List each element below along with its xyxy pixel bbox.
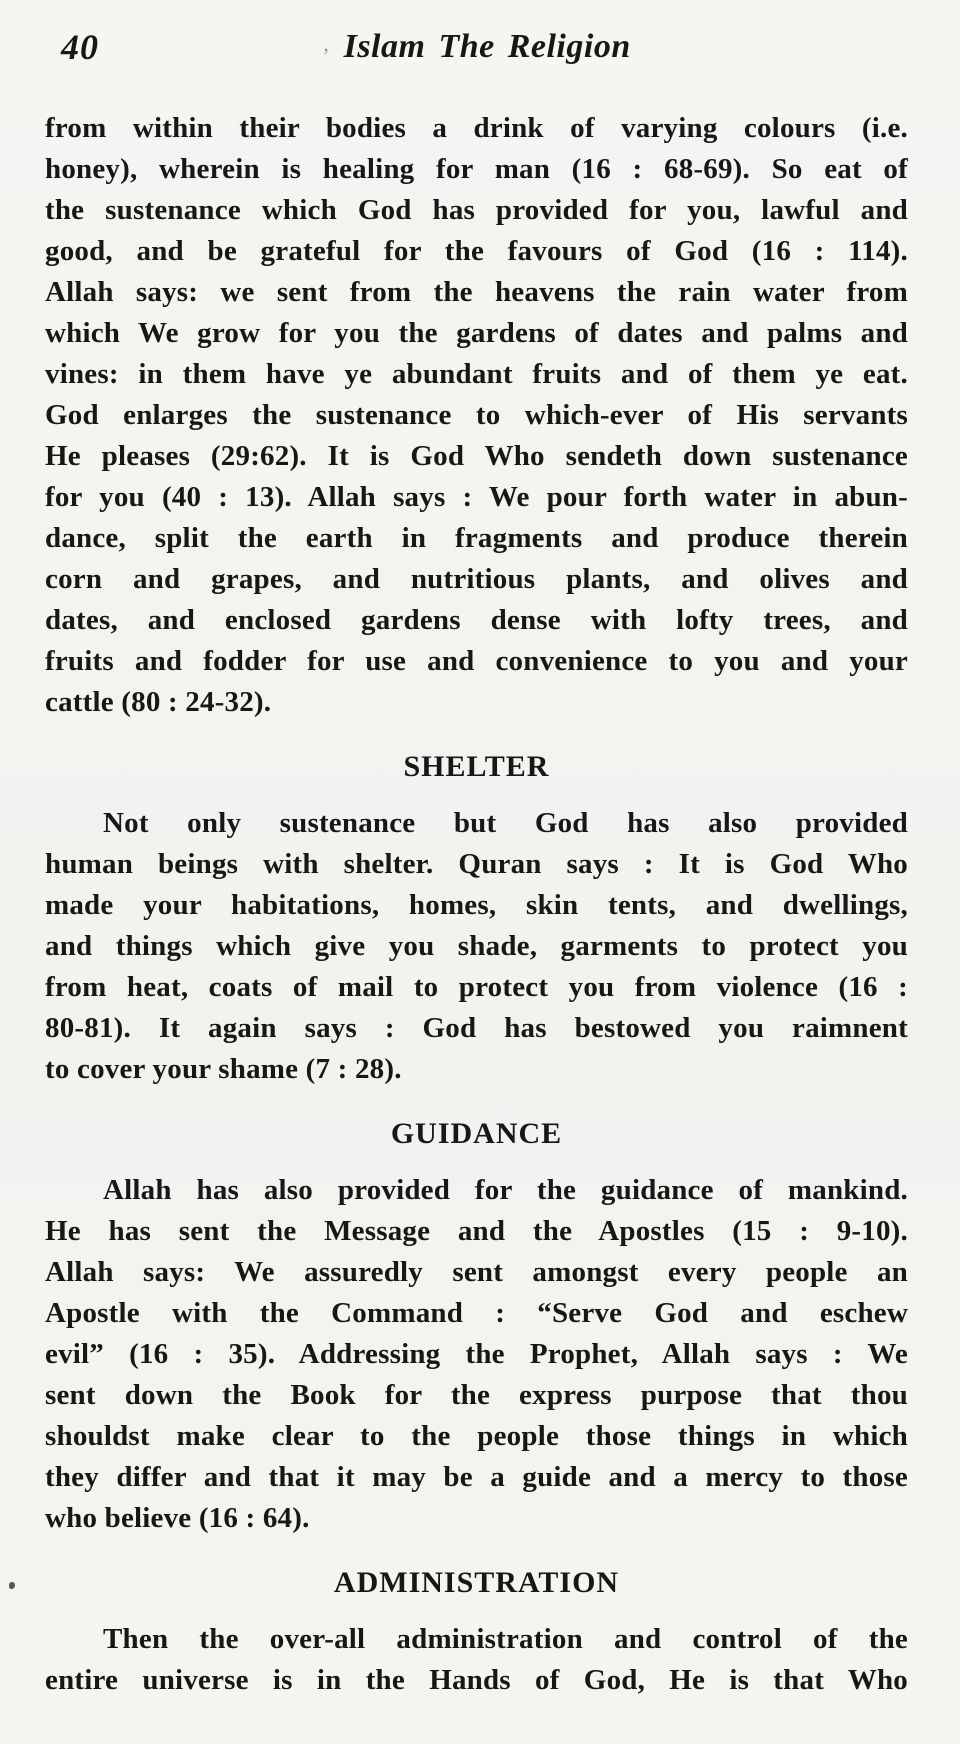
text-line: they differ and that it may be a guide and a mercy to those <box>45 1461 908 1493</box>
paragraph-guidance <box>45 1170 908 1539</box>
paragraph-administration <box>45 1619 908 1701</box>
text-line: dance, split the earth in fragments and produce therein <box>45 522 908 554</box>
running-title-wrap <box>45 28 908 66</box>
text-line: who believe (16 : 64). <box>45 1502 310 1534</box>
text-line: 80-81). It again says : God has bestowed you raimnent <box>45 1012 908 1044</box>
text-line: Allah says: We assuredly sent amongst every people an <box>45 1256 908 1288</box>
page-number: 40 <box>61 27 99 67</box>
scan-artifact-mark: ‚ <box>322 31 330 56</box>
text-line: honey), wherein is healing for man (16 : 68-69). So eat of <box>45 153 908 185</box>
text-line: Not only sustenance but God has also provided <box>103 807 908 839</box>
text-line: corn and grapes, and nutritious plants, and olives and <box>45 563 908 595</box>
text-line: God enlarges the sustenance to which-ever of His servants <box>45 399 908 431</box>
text-line: fruits and fodder for use and convenience to you and your <box>45 645 908 677</box>
text-line: cattle (80 : 24-32). <box>45 686 272 718</box>
running-title: Islam The Religion <box>343 28 631 65</box>
page-header <box>45 26 908 78</box>
paragraph-shelter <box>45 803 908 1090</box>
text-line: to cover your shame (7 : 28). <box>45 1053 402 1085</box>
text-line: which We grow for you the gardens of dates and palms and <box>45 317 908 349</box>
text-line: human beings with shelter. Quran says : It is God Who <box>45 848 908 880</box>
text-line: Allah says: we sent from the heavens the rain water from <box>45 276 908 308</box>
section-heading-administration: ADMINISTRATION <box>333 1566 620 1599</box>
text-line: good, and be grateful for the favours of God (16 : 114). <box>45 235 908 267</box>
text-line: dates, and enclosed gardens dense with lofty trees, and <box>45 604 908 636</box>
scan-speck <box>9 1582 15 1589</box>
text-line: He has sent the Message and the Apostles (15 : 9-10). <box>45 1215 908 1247</box>
text-line: made your habitations, homes, skin tents, and dwellings, <box>45 889 908 921</box>
text-line: for you (40 : 13). Allah says : We pour forth water in abun- <box>45 481 908 513</box>
text-line: shouldst make clear to the people those things in which <box>45 1420 908 1452</box>
text-line: from heat, coats of mail to protect you from violence (16 : <box>45 971 908 1003</box>
text-line: He pleases (29:62). It is God Who sendeth down sustenance <box>45 440 908 472</box>
text-line: evil” (16 : 35). Addressing the Prophet, Allah says : We <box>45 1338 908 1370</box>
text-line: Then the over-all administration and control of the <box>103 1623 908 1655</box>
text-line: and things which give you shade, garments to protect you <box>45 930 908 962</box>
text-line: Apostle with the Command : “Serve God and eschew <box>45 1297 908 1329</box>
section-heading-guidance: GUIDANCE <box>390 1117 563 1150</box>
text-line: sent down the Book for the express purpose that thou <box>45 1379 908 1411</box>
paragraph-sustenance <box>45 108 908 723</box>
text-line: from within their bodies a drink of varying colours (i.e. <box>45 112 908 144</box>
text-line: vines: in them have ye abundant fruits and of them ye eat. <box>45 358 908 390</box>
text-line: the sustenance which God has provided for you, lawful and <box>45 194 908 226</box>
text-line: Allah has also provided for the guidance of mankind. <box>103 1174 908 1206</box>
section-heading-shelter: SHELTER <box>403 750 550 783</box>
text-line: entire universe is in the Hands of God, He is that Who <box>45 1664 908 1696</box>
